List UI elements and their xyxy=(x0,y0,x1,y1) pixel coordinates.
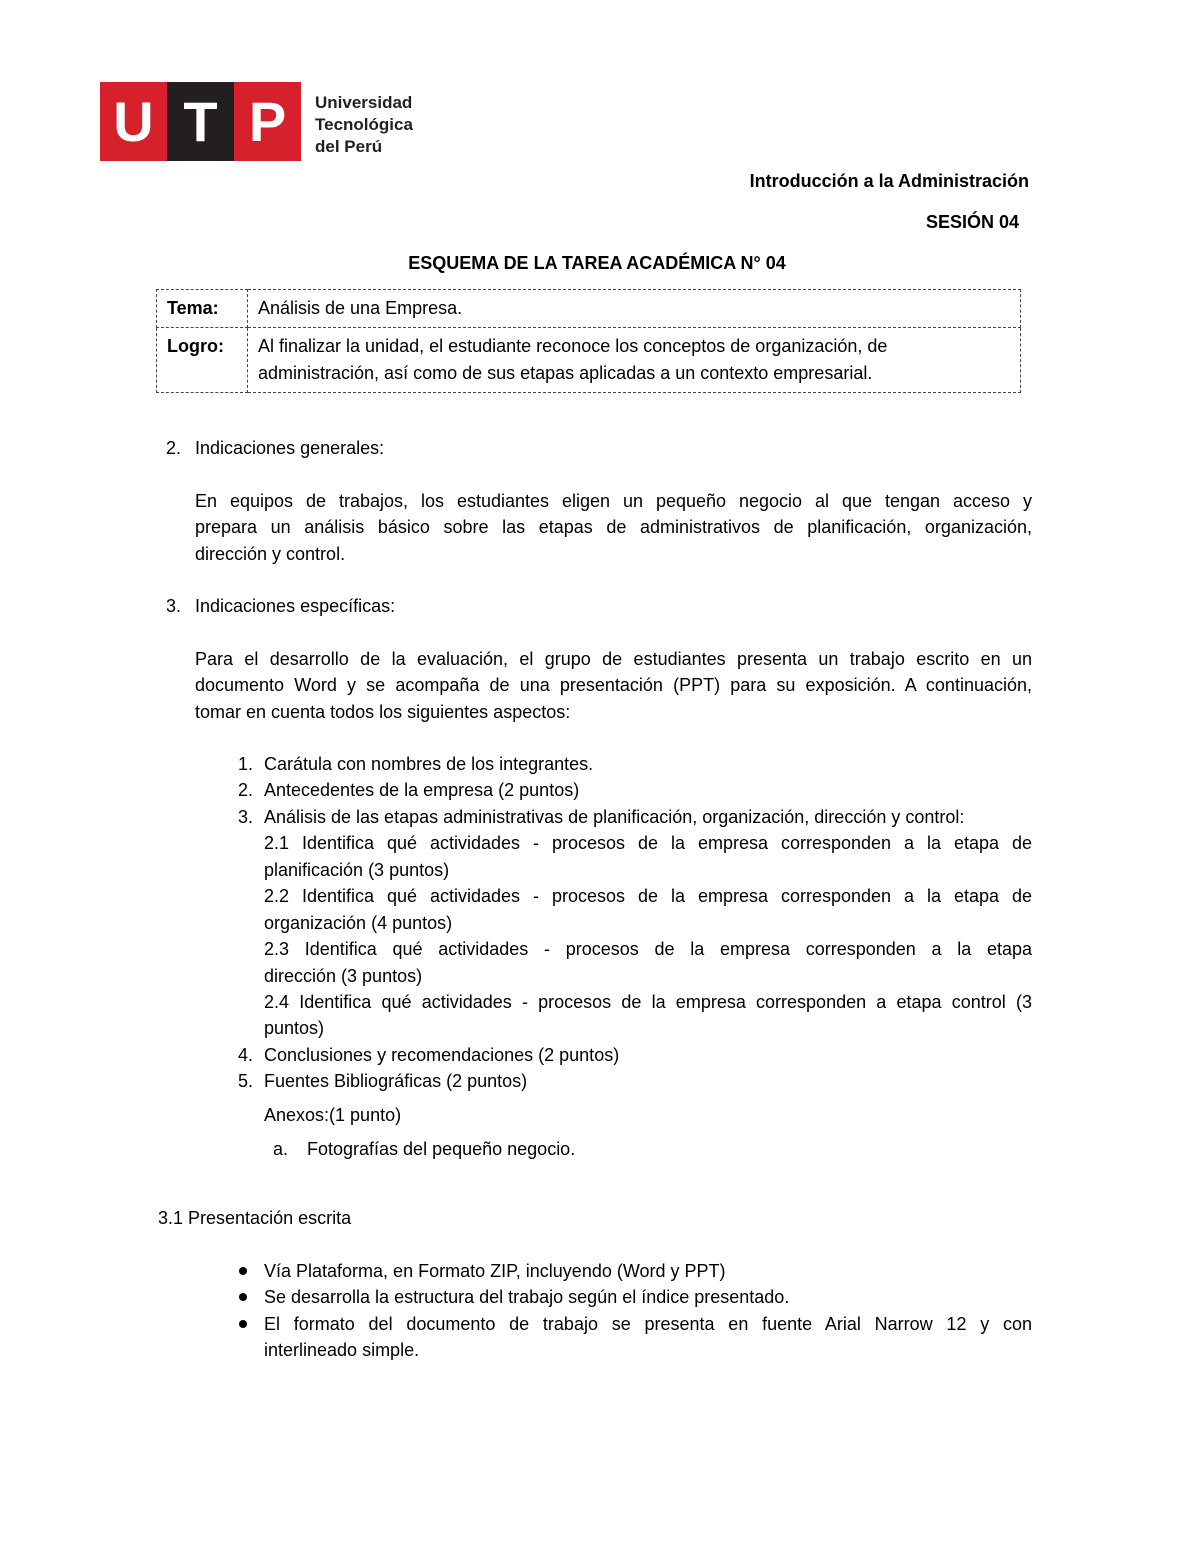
section-2-number: 2. xyxy=(166,438,182,458)
document-title: ESQUEMA DE LA TAREA ACADÉMICA N° 04 xyxy=(408,253,786,273)
section-3-para-line-2: documento Word y se acompaña de una presentación (PPT) para su exposición. A continuación, xyxy=(195,675,1032,695)
list-item-number: 4. xyxy=(238,1045,254,1065)
session-label: SESIÓN 04 xyxy=(925,212,1019,232)
logro-value-line-1: Al finalizar la unidad, el estudiante reconoce los conceptos de organización, de xyxy=(258,336,888,356)
bullet-icon xyxy=(239,1267,247,1275)
list-item: Análisis de las etapas administrativas de planificación, organización, dirección y control: xyxy=(264,807,965,827)
sub-item-line: 2.2 Identifica qué actividades - procesos de la empresa corresponden a la etapa de xyxy=(264,886,1032,906)
bullet-icon xyxy=(239,1320,247,1328)
list-item: Fuentes Bibliográficas (2 puntos) xyxy=(264,1071,528,1091)
section-3-para-line-1: Para el desarrollo de la evaluación, el grupo de estudiantes presenta un trabajo escrito en un xyxy=(195,649,1032,669)
sub-item-line: 2.1 Identifica qué actividades - procesos de la empresa corresponden a la etapa de xyxy=(264,833,1032,853)
logo-letter-t: T xyxy=(167,82,234,161)
list-item-number: 5. xyxy=(238,1071,254,1091)
anexos-label: Anexos:(1 punto) xyxy=(264,1105,402,1125)
logo-text xyxy=(315,92,413,158)
bullet-item: El formato del documento de trabajo se presenta en fuente Arial Narrow 12 y con xyxy=(264,1314,1032,1334)
logo-text-line-3: del Perú xyxy=(315,137,383,156)
tema-label: Tema: xyxy=(157,290,248,328)
section-3-heading: Indicaciones específicas: xyxy=(195,596,396,616)
sub-item-line: 2.4 Identifica qué actividades - procesos de la empresa corresponden a etapa control (3 xyxy=(264,992,1032,1012)
logro-value xyxy=(248,328,1021,393)
logo-letter-p: P xyxy=(234,82,301,161)
logo-text-line-1: Universidad xyxy=(315,93,413,112)
sub-item-line: organización (4 puntos) xyxy=(264,913,453,933)
bullet-icon xyxy=(239,1293,247,1301)
utp-logo xyxy=(100,82,301,161)
section-3-number: 3. xyxy=(166,596,182,616)
sub-item-line: dirección (3 puntos) xyxy=(264,966,423,986)
tema-logro-table xyxy=(156,289,1021,393)
sub-item-line: puntos) xyxy=(264,1018,325,1038)
tema-value: Análisis de una Empresa. xyxy=(248,290,1021,328)
bullet-item: Vía Plataforma, en Formato ZIP, incluyendo (Word y PPT) xyxy=(264,1261,726,1281)
logro-label: Logro: xyxy=(157,328,248,393)
sub-item-line: 2.3 Identifica qué actividades - procesos de la empresa corresponden a la etapa xyxy=(264,939,1032,959)
bullet-item-continuation: interlineado simple. xyxy=(264,1340,420,1360)
logro-value-line-2: administración, así como de sus etapas aplicadas a un contexto empresarial. xyxy=(258,363,873,383)
section-2-heading: Indicaciones generales: xyxy=(195,438,385,458)
logo-text-line-2: Tecnológica xyxy=(315,115,413,134)
bullet-item: Se desarrolla la estructura del trabajo según el índice presentado. xyxy=(264,1287,790,1307)
list-item-number: 3. xyxy=(238,807,254,827)
anexo-item-letter: a. xyxy=(273,1139,289,1159)
section-2-para-line-1: En equipos de trabajos, los estudiantes eligen un pequeño negocio al que tengan acceso y xyxy=(195,491,1032,511)
list-item: Carátula con nombres de los integrantes. xyxy=(264,754,594,774)
section-2-para-line-2: prepara un análisis básico sobre las etapas de administrativos de planificación, organización, xyxy=(195,517,1032,537)
logo-letter-u: U xyxy=(100,82,167,161)
list-item-number: 2. xyxy=(238,780,254,800)
list-item-number: 1. xyxy=(238,754,254,774)
tema-row xyxy=(157,290,1021,328)
sub-item-line: planificación (3 puntos) xyxy=(264,860,450,880)
section-2-para-line-3: dirección y control. xyxy=(195,544,346,564)
list-item: Antecedentes de la empresa (2 puntos) xyxy=(264,780,580,800)
section-3-para-line-3: tomar en cuenta todos los siguientes aspectos: xyxy=(195,702,571,722)
anexo-item: Fotografías del pequeño negocio. xyxy=(307,1139,576,1159)
section-3-1-heading: 3.1 Presentación escrita xyxy=(158,1208,352,1228)
logro-row xyxy=(157,328,1021,393)
course-title: Introducción a la Administración xyxy=(749,171,1029,191)
list-item: Conclusiones y recomendaciones (2 puntos) xyxy=(264,1045,620,1065)
